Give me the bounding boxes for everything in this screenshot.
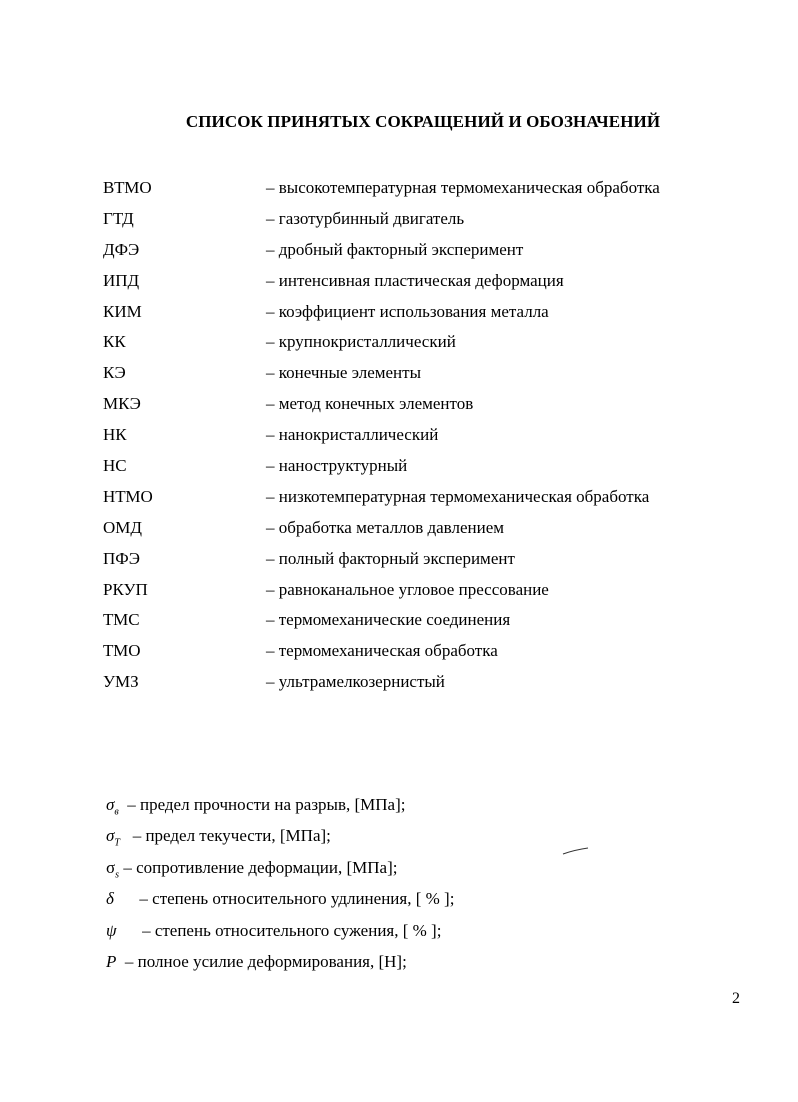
abbreviation-term: ИПД: [103, 270, 140, 290]
abbreviation-definition: – наноструктурный: [266, 456, 408, 476]
symbol-row-deformation-force: [106, 949, 706, 980]
abbreviation-row: [103, 578, 763, 609]
abbreviation-row: [103, 238, 763, 269]
abbreviation-row: [103, 670, 763, 701]
abbreviation-definition: – равноканальное угловое прессование: [266, 579, 549, 599]
abbreviation-definition: – метод конечных элементов: [266, 394, 474, 414]
symbol-description: – сопротивление деформации, [МПа];: [119, 857, 398, 877]
abbreviation-definition: – термомеханическая обработка: [266, 641, 498, 661]
abbreviation-row: [103, 176, 763, 207]
abbreviation-term: КИМ: [103, 301, 142, 321]
abbreviation-row: [103, 423, 763, 454]
symbol-p: P: [106, 951, 117, 971]
symbol-delta: δ: [106, 889, 114, 909]
abbreviation-row: [103, 639, 763, 670]
abbreviation-row: [103, 207, 763, 238]
abbreviation-definition: – полный факторный эксперимент: [266, 548, 515, 568]
abbreviation-term: ПФЭ: [103, 548, 140, 568]
page-number: 2: [732, 990, 740, 1007]
symbol-list: [106, 792, 706, 980]
symbol-description: – предел прочности на разрыв, [МПа];: [118, 795, 406, 814]
abbreviation-row: [103, 516, 763, 547]
abbreviation-term: НК: [103, 425, 127, 445]
abbreviation-row: [103, 300, 763, 331]
abbreviation-definition: – низкотемпературная термомеханическая обработка: [266, 486, 650, 506]
abbreviation-row: [103, 330, 763, 361]
abbreviation-definition: – обработка металлов давлением: [266, 517, 504, 537]
abbreviation-term: ТМО: [103, 641, 141, 661]
abbreviation-term: ОМД: [103, 517, 142, 537]
pen-stroke-mark: [562, 846, 590, 856]
symbol-row-contraction: [106, 918, 706, 949]
abbreviation-term: РКУП: [103, 579, 148, 599]
abbreviation-definition: – коэффициент использования металла: [266, 301, 549, 321]
abbreviation-row: [103, 547, 763, 578]
symbol-sigma: $\sigma_в$: [106, 795, 119, 818]
page-title: СПИСОК ПРИНЯТЫХ СОКРАЩЕНИЙ И ОБОЗНАЧЕНИЙ: [185, 112, 661, 131]
symbol-row-yield-strength: [106, 823, 706, 854]
abbreviation-term: ДФЭ: [103, 239, 140, 259]
symbol-description: – полное усилие деформирования, [Н];: [116, 951, 407, 971]
abbreviation-definition: – нанокристаллический: [266, 425, 439, 445]
symbol-subscript: s: [115, 869, 120, 881]
symbol-subscript: T: [114, 837, 120, 849]
abbreviation-row: [103, 392, 763, 423]
symbol-sigma: $\sigma_s$: [106, 857, 120, 881]
symbol-subscript: в: [114, 806, 119, 818]
abbreviation-term: ГТД: [103, 208, 134, 228]
abbreviation-term: КЭ: [103, 363, 126, 383]
abbreviation-definition: – интенсивная пластическая деформация: [266, 270, 564, 290]
symbol-row-tensile-strength: [106, 792, 706, 823]
symbol-row-deformation-resistance: [106, 855, 706, 886]
abbreviation-row: [103, 361, 763, 392]
abbreviation-row: [103, 269, 763, 300]
symbol-description: – степень относительного удлинения, [ % ];: [113, 889, 455, 909]
abbreviation-definition: – конечные элементы: [266, 363, 422, 383]
abbreviation-definition: – термомеханические соединения: [266, 610, 511, 630]
abbreviation-term: НТМО: [103, 486, 153, 506]
abbreviation-definition: – крупнокристаллический: [266, 332, 456, 352]
abbreviation-term: МКЭ: [103, 394, 141, 414]
abbreviation-definition: – ультрамелкозернистый: [266, 672, 445, 692]
abbreviation-term: ТМС: [103, 610, 140, 630]
abbreviation-row: [103, 485, 763, 516]
symbol-description: – степень относительного сужения, [ % ];: [116, 920, 442, 940]
symbol-row-elongation: [106, 886, 706, 917]
abbreviation-list: [103, 176, 763, 701]
abbreviation-term: УМЗ: [103, 672, 139, 692]
abbreviation-definition: – высокотемпературная термомеханическая обработка: [266, 178, 660, 197]
abbreviation-row: [103, 454, 763, 485]
abbreviation-term: КК: [103, 332, 126, 352]
abbreviation-term: ВТМО: [103, 178, 152, 197]
abbreviation-definition: – газотурбинный двигатель: [266, 208, 465, 228]
abbreviation-definition: – дробный факторный эксперимент: [266, 239, 524, 259]
abbreviation-row: [103, 608, 763, 639]
symbol-sigma: $\sigma_T$: [106, 826, 120, 849]
abbreviation-term: НС: [103, 456, 127, 476]
symbol-description: – предел текучести, [МПа];: [119, 826, 331, 846]
symbol-psi: ψ: [106, 920, 117, 940]
